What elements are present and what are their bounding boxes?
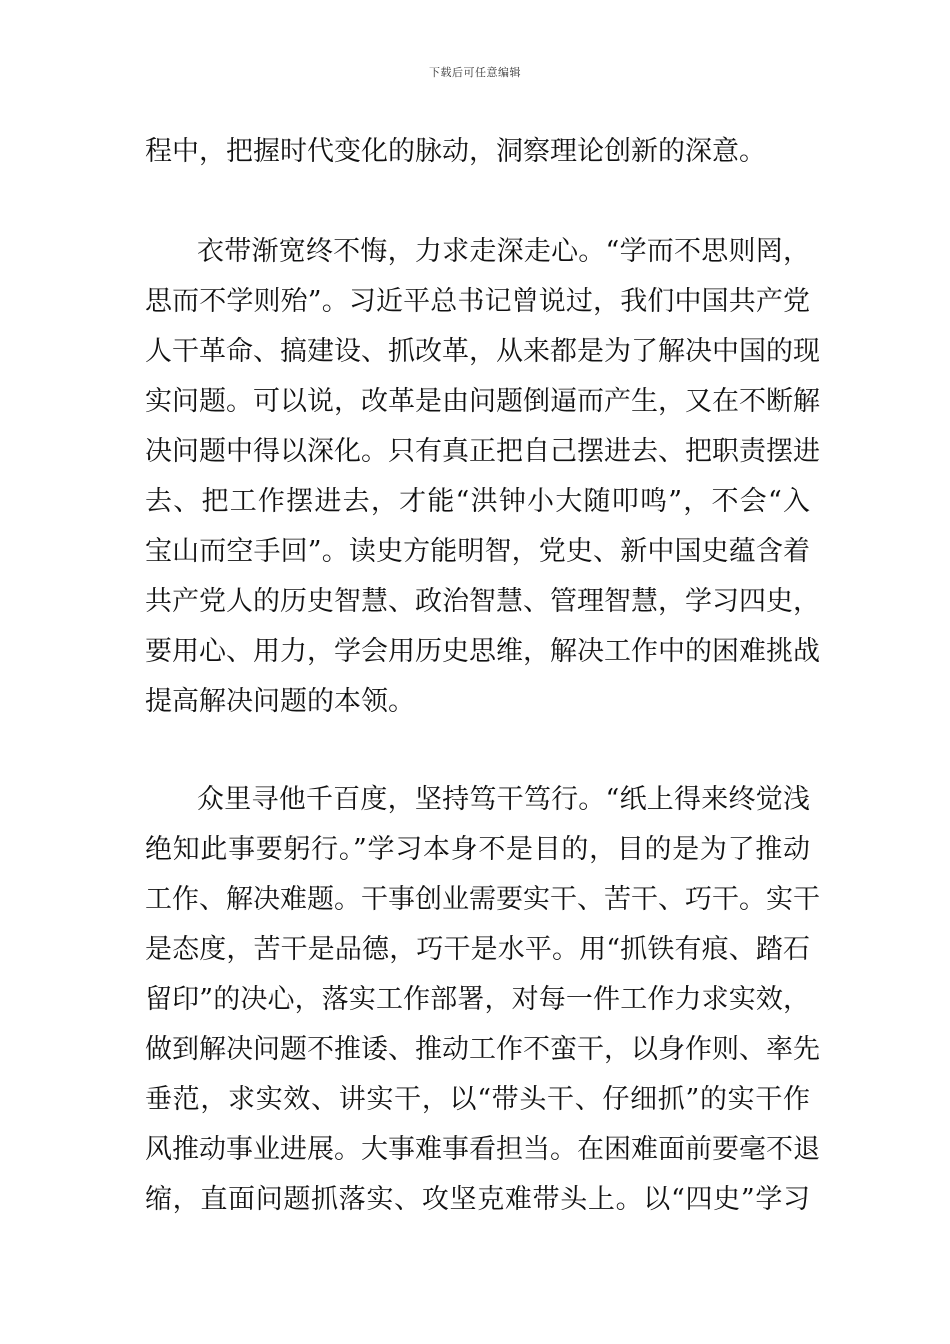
paragraph-2-line-9: 要用心、用力，学会用历史思维，解决工作中的困难挑战 (145, 636, 820, 667)
paragraph-3-line-7: 垂范，求实效、讲实干，以“带头干、仔细抓”的实干作 (145, 1084, 810, 1115)
paragraph-2-line-3: 人干革命、搞建设、抓改革，从来都是为了解决中国的现 (145, 336, 820, 367)
paragraph-3-line-4: 是态度，苦干是品德，巧干是水平。用“抓铁有痕、踏石 (145, 934, 810, 965)
paragraph-1-line-1: 程中，把握时代变化的脉动，洞察理论创新的深意。 (145, 136, 766, 167)
paragraph-3-line-2: 绝知此事要躬行。”学习本身不是目的，目的是为了推动 (145, 834, 810, 865)
paragraph-2-line-6: 去、把工作摆进去，才能“洪钟小大随叩鸣”，不会“入 (145, 486, 810, 517)
paragraph-3-line-8: 风推动事业进展。大事难事看担当。在困难面前要毫不退 (145, 1134, 820, 1165)
paragraph-3-line-3: 工作、解决难题。干事创业需要实干、苦干、巧干。实干 (145, 884, 820, 915)
paragraph-2-line-4: 实问题。可以说，改革是由问题倒逼而产生，又在不断解 (145, 386, 820, 417)
paragraph-2-line-2: 思而不学则殆”。习近平总书记曾说过，我们中国共产党 (145, 286, 810, 317)
page-header: 下载后可任意编辑 (429, 66, 521, 79)
paragraph-2-line-5: 决问题中得以深化。只有真正把自己摆进去、把职责摆进 (145, 436, 820, 467)
paragraph-2-line-8: 共产党人的历史智慧、政治智慧、管理智慧，学习四史， (145, 586, 820, 617)
paragraph-2-line-10: 提高解决问题的本领。 (145, 686, 415, 717)
paragraph-3-line-1: 众里寻他千百度，坚持笃干笃行。“纸上得来终觉浅 (197, 784, 810, 815)
paragraph-2-line-7: 宝山而空手回”。读史方能明智，党史、新中国史蕴含着 (145, 536, 810, 567)
paragraph-3-line-9: 缩，直面问题抓落实、攻坚克难带头上。以“四史”学习 (145, 1184, 810, 1215)
paragraph-2-line-1: 衣带渐宽终不悔，力求走深走心。“学而不思则罔， (197, 236, 810, 267)
paragraph-3-line-6: 做到解决问题不推诿、推动工作不蛮干，以身作则、率先 (145, 1034, 820, 1065)
paragraph-3-line-5: 留印”的决心，落实工作部署，对每一件工作力求实效， (145, 984, 810, 1015)
